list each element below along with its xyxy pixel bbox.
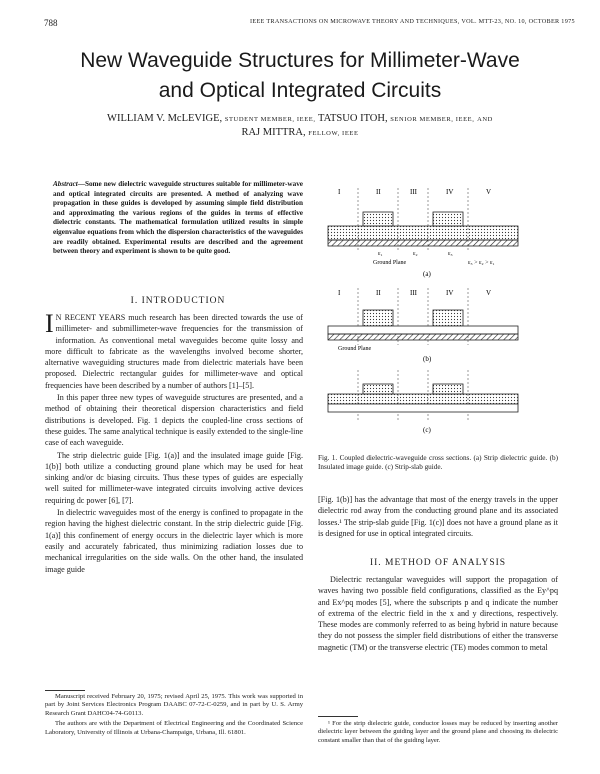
- fig-b-region-4: IV: [446, 289, 454, 297]
- fig-c-substrate: [328, 404, 518, 412]
- fig-a-region-4: IV: [446, 188, 454, 196]
- fig-c-strip-left: [363, 384, 393, 394]
- title-line-2: and Optical Integrated Circuits: [158, 79, 442, 102]
- fig-c-strip-right: [433, 384, 463, 394]
- author-2-rank: SENIOR MEMBER, IEEE,: [390, 116, 475, 123]
- abstract-text: Some new dielectric waveguide structures suitable for millimeter-wave and optical integrated circuits are presented. A method of analyzing wave propagation in these guides is developed by assuming simple field distribution and approximating the various regions of the guides in terms of effective dielectric constants. The mathematical formulation utilized results in simple eigenvalue equations from which the dispersion characteristics of the waveguides are readily obtained. Experimental results are described and the agreement between theory and experiment is shown to be quite good.: [53, 180, 303, 256]
- fig-b-region-1: I: [338, 289, 341, 297]
- intro-paragraph-1: I N RECENT YEARS much research has been directed towards the use of millimeter- and submillimeter-wave frequencies for the transmission of information. As conventional metal waveguides become quite lossy and more difficult to fabricate as the wavelengths involved become shorter, alternative waveguiding structures made from dielectric materials have been proposed. Dielectric rectangular guides for millimeter-wave and optical frequencies have been described by a number of authors [1]–[5].: [45, 309, 303, 390]
- fig-a-ground-plane: [328, 240, 518, 246]
- figure-1: [318, 180, 558, 445]
- footnote-affiliation: The authors are with the Department of Electrical Engineering and the Coordinated Science Laboratory, University of Illinois at Urbana-Champaign, Urbana, Ill. 61801.: [45, 720, 303, 736]
- fig-b-ground-label: Ground Plane: [338, 346, 372, 352]
- fig-a-ground-label: Ground Plane: [373, 260, 407, 266]
- fig-a-region-2: II: [376, 188, 381, 196]
- fig-a-guiding-layer: [328, 226, 518, 240]
- right-footnotes: [318, 720, 558, 747]
- author-3-name: RAJ MITTRA,: [241, 127, 306, 138]
- drop-cap: I: [45, 309, 54, 338]
- author-2-name: TATSUO ITOH,: [318, 113, 388, 124]
- fig-a-region-3: III: [410, 188, 417, 196]
- fig-c-label: (c): [423, 426, 431, 434]
- figure-1a: [328, 188, 518, 278]
- right-column-body: [318, 494, 558, 540]
- running-head: IEEE TRANSACTIONS ON MICROWAVE THEORY AND TECHNIQUES, VOL. MTT-23, NO. 10, OCTOBER 1975: [250, 18, 575, 25]
- left-column-body: [45, 309, 303, 576]
- author-1-rank: STUDENT MEMBER, IEEE,: [224, 116, 316, 123]
- title-line-1: New Waveguide Structures for Millimeter-Wave: [80, 49, 520, 72]
- fig-a-strip-left: [363, 212, 393, 226]
- right-footnote-rule: [318, 716, 358, 717]
- fig-b-rod-right: [433, 310, 463, 326]
- fig-c-guiding-slab: [328, 394, 518, 404]
- abstract: [53, 180, 303, 257]
- footnote-manuscript: Manuscript received February 20, 1975; revised April 25, 1975. This work was supported in part by Joint Services Electronics Program DAABC 07-72-C-0259, and in part by U. S. Army Research Grant DAHC04-74-G0113.: [45, 693, 303, 717]
- section-heading-method: II. METHOD OF ANALYSIS: [369, 558, 507, 568]
- section-heading-introduction: I. INTRODUCTION: [130, 296, 226, 306]
- fig-b-region-3: III: [410, 289, 417, 297]
- footnote-rule: [45, 690, 85, 691]
- fig-a-region-5: V: [486, 188, 492, 196]
- right-column-body-2: [318, 574, 558, 654]
- fig-b-label: (b): [423, 355, 432, 363]
- page-number: 788: [44, 18, 58, 28]
- abstract-lead: Abstract—: [53, 180, 85, 188]
- right-paragraph-1: [Fig. 1(b)] has the advantage that most of the energy travels in the upper dielectric rod away from the conducting ground plane and its associated losses.¹ The strip-slab guide [Fig. 1(c)] does not have a ground plane as it is designed for use in optical integrated circuits.: [318, 495, 558, 538]
- fig-b-insulating-layer: [328, 326, 518, 334]
- figure-1-caption: Fig. 1. Coupled dielectric-waveguide cross sections. (a) Strip dielectric guide. (b) Insulated image guide. (c) Strip-slab guide.: [318, 454, 558, 472]
- author-and: AND: [477, 116, 493, 123]
- fig-b-region-5: V: [486, 289, 492, 297]
- figure-1c: [328, 370, 518, 434]
- fig-a-strip-right: [433, 212, 463, 226]
- author-1-name: WILLIAM V. McLEVIGE,: [107, 113, 223, 124]
- fig-a-eps-3: ε₃: [448, 251, 453, 257]
- fig-a-eps-2: ε₂: [413, 251, 418, 257]
- author-block: [60, 112, 540, 140]
- figure-1b: [328, 288, 518, 363]
- fig-a-label: (a): [423, 270, 431, 278]
- fig-a-eps-1: ε₁: [378, 251, 383, 257]
- intro-paragraph-2: In this paper three new types of waveguide structures are presented, and a method of obtaining their theoretical dispersion characteristics and field distributions is developed. Fig. 1 depicts the coupled-line cross sections of these guides. The same analytical technique is easily extended to the single-line case of each waveguide.: [45, 393, 303, 448]
- fig-b-ground-plane: [328, 334, 518, 340]
- fig-b-rod-left: [363, 310, 393, 326]
- fig-b-region-2: II: [376, 289, 381, 297]
- paper-title: [0, 46, 600, 106]
- intro-paragraph-3: The strip dielectric guide [Fig. 1(a)] and the insulated image guide [Fig. 1(b)] both utilize a conducting ground plane which may be used for heat sinking and/or dc biasing circuits. Thus these types of guides are especially well suited for millimeter-wave integrated circuits involving active devices requiring dc power [6], [7].: [45, 450, 303, 505]
- author-3-rank: FELLOW, IEEE: [308, 130, 359, 137]
- footnote-1: ¹ For the strip dielectric guide, conductor losses may be reduced by inserting another dielectric layer between the guiding layer and the ground plane and choosing its dielectric constant smaller than that of the guiding layer.: [318, 720, 558, 744]
- fig-a-region-1: I: [338, 188, 341, 196]
- right-paragraph-2: Dielectric rectangular waveguides will support the propagation of waves having two possible field configurations, classified as the Ey^pq and Ex^pq modes [5], where the subscripts p and q indicate the number of extrema of the electric field in the x and y directions, respectively. These modes are commonly referred to as being hybrid in nature because they do not possess the simpler field distributions of either the transverse magnetic (TM) or the transverse electric (TE) modes common to metal: [318, 575, 558, 652]
- intro-paragraph-4: In dielectric waveguides most of the energy is confined to propagate in the region having the highest dielectric constant. In the strip dielectric guide [Fig. 1(a)] this confinement of energy occurs in the dielectric layer which is more easily and accurately fabricated, thus minimizing radiation losses due to mechanical irregularities on the side walls. On the other hand, the insulated image guide: [45, 508, 303, 574]
- fig-a-eps-order: ε₃ > ε₂ > ε₁: [468, 260, 495, 266]
- left-footnotes: [45, 693, 303, 739]
